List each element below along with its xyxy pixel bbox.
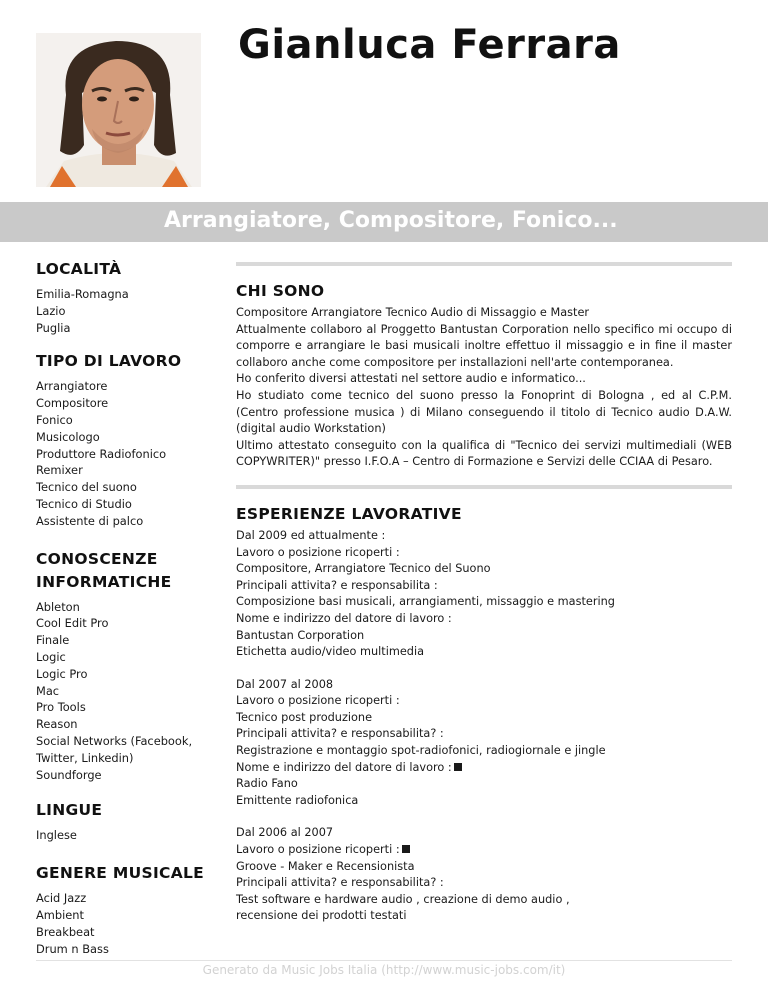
list-item: Produttore Radiofonico [36,446,167,461]
list-item: Assistente di palco [36,513,144,528]
list-item: Soundforge [36,767,102,782]
experience-line: Groove - Maker e Recensionista [236,859,415,873]
experience-line-with-box [236,842,732,859]
section-software-skills [36,548,206,784]
experience-line: Registrazione e montaggio spot-radiofonici, radiogiornale e jingle [236,744,606,758]
location-list [36,286,206,336]
list-item: Emilia-Romagna [36,287,129,301]
list-item: Tecnico di Studio [36,496,132,511]
experience-line: Dal 2007 al 2008 [236,677,334,691]
about-line: Ho studiato come tecnico del suono presso la Fonoprint di Bologna , ed al C.P.M. (Centro professione musica ) di Milano conseguendo il titolo di Tecnico audio D.A.W.(digital audio Workstation) [236,388,732,436]
language-list [36,827,206,844]
list-item: Tecnico del suono [36,480,137,495]
experience-line: Radio Fano [236,777,298,791]
box-glyph-icon [454,763,462,771]
list-item: Remixer [36,463,83,478]
experience-line: Lavoro o posizione ricoperti : [236,545,400,559]
list-item: Compositore [36,396,109,411]
section-languages [36,799,206,844]
experience-line: Composizione basi musicali, arrangiamenti, missaggio e mastering [236,595,615,609]
box-glyph-icon [402,845,410,853]
list-item: Ambient [36,907,84,922]
section-divider [236,262,732,266]
list-item: Logic Pro [36,666,88,681]
section-divider [236,485,732,489]
profile-photo [36,33,201,187]
section-about [236,280,732,471]
experience-line: Principali attivita? e responsabilita : [236,578,438,592]
software-list [36,599,206,784]
footer-credit: Generato da Music Jobs Italia (http://www.music-jobs.com/it) [202,963,566,977]
list-item: Ableton [36,599,80,614]
list-item: Lazio [36,303,66,318]
section-job-type [36,350,206,529]
list-item: Logic [36,649,66,664]
sidebar [36,258,206,957]
candidate-name: Gianluca Ferrara [238,22,621,68]
section-title: GENERE MUSICALE [36,864,205,883]
list-item: Arrangiatore [36,379,108,394]
experience-line: Dal 2009 ed attualmente : [236,528,386,542]
list-item: Mac [36,683,60,698]
list-item: Finale [36,633,70,648]
experience-line-with-box [236,760,732,777]
genre-list [36,890,206,957]
section-title: CHI SONO [236,282,325,300]
experience-line: Lavoro o posizione ricoperti : [236,694,400,708]
list-item: Reason [36,717,78,732]
section-music-genres [36,862,206,957]
experience-entry [236,677,732,810]
experience-line: Dal 2006 al 2007 [236,826,334,840]
about-text [236,305,732,471]
section-location [36,258,206,336]
about-line: Compositore Arrangiatore Tecnico Audio di Missaggio e Master [236,306,590,319]
section-title: LINGUE [36,801,103,820]
main-content [236,262,732,941]
list-item: Acid Jazz [36,891,87,906]
list-item: Puglia [36,320,71,335]
section-title: LOCALITÀ [36,260,122,278]
section-title: CONOSCENZE INFORMATICHE [36,549,172,591]
experience-line: Nome e indirizzo del datore di lavoro : [236,611,452,625]
list-item: Drum n Bass [36,941,109,956]
job-type-list [36,378,206,529]
list-item: Breakbeat [36,924,95,939]
about-line: Ultimo attestato conseguito con la qualifica di "Tecnico dei servizi multimediali (WEB COPYWRITER)" presso I.F.O.A – Centro di Formazione e Servizi delle CCIAA di Pesaro. [236,438,732,469]
footer-divider [36,960,732,961]
portrait-image [36,33,201,187]
list-item: Inglese [36,828,77,843]
list-item: Fonico [36,412,73,427]
experience-line: recensione dei prodotti testati [236,909,407,923]
experience-entry [236,825,732,925]
about-line: Attualmente collaboro al Proggetto Bantustan Corporation nello specifico mi occupo di comporre e arrangiare le basi musicali inoltre effettuo il missaggio e in fine il master collaboro anche come compositore per installazioni nell'arte contemporanea. [236,322,732,369]
tagline: Arrangiatore, Compositore, Fonico... [164,208,618,233]
section-title: ESPERIENZE LAVORATIVE [236,504,462,523]
experience-line: Test software e hardware audio , creazione di demo audio , [236,892,570,906]
section-title: TIPO DI LAVORO [36,352,182,371]
experience-line: Emittente radiofonica [236,793,359,807]
section-experience [236,503,732,925]
experience-line: Etichetta audio/video multimedia [236,645,425,659]
list-item: Musicologo [36,429,100,444]
experience-line-text: Nome e indirizzo del datore di lavoro : [236,760,452,774]
experience-line: Compositore, Arrangiatore Tecnico del Suono [236,562,491,576]
list-item: Pro Tools [36,700,86,715]
list-item: Cool Edit Pro [36,616,109,631]
about-line: Ho conferito diversi attestati nel settore audio e informatico... [236,372,586,386]
tagline-banner [0,202,768,242]
experience-line-text: Lavoro o posizione ricoperti : [236,843,400,857]
experience-line: Principali attivita? e responsabilita? : [236,727,444,741]
experience-line: Bantustan Corporation [236,628,365,642]
list-item: Social Networks (Facebook, Twitter, Linkedin) [36,733,193,765]
experience-line: Principali attivita? e responsabilita? : [236,876,444,890]
experience-entry [236,528,732,661]
experience-line: Tecnico post produzione [236,710,373,724]
